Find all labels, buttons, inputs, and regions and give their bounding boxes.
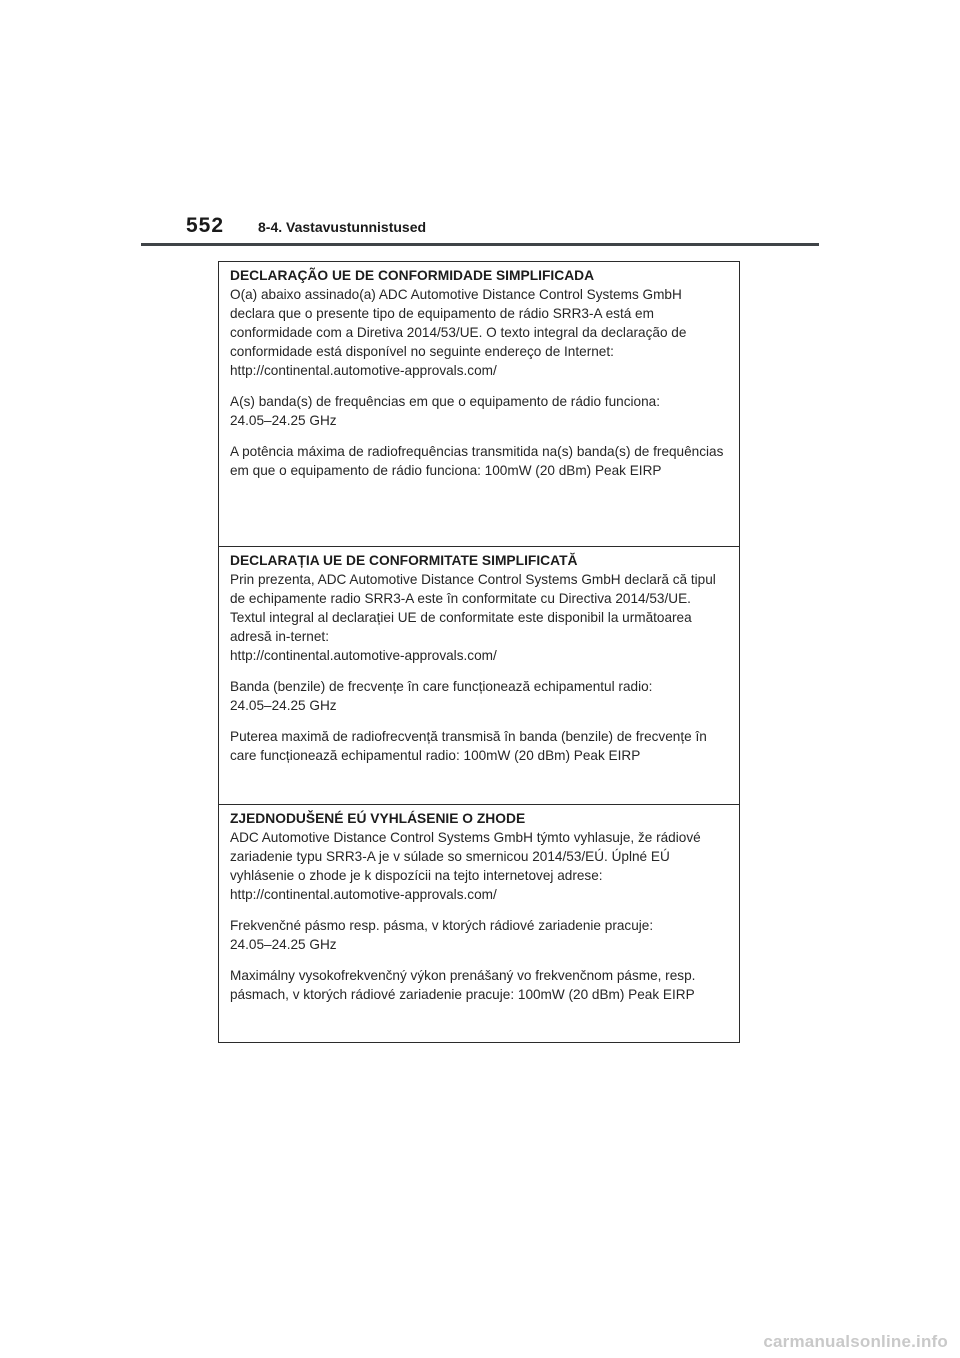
page-number: 552 [186, 214, 225, 237]
declaration-url: http://continental.automotive-approvals.com/ [230, 887, 497, 902]
declaration-statement: Prin prezenta, ADC Automotive Distance Control Systems GmbH declară că tipul de echipamente radio SRR3-A este în conformitate cu Directiva 2014/53/UE. Textul integral al declarației UE de conformitate este disponibil la următoarea adresă in-ternet: [230, 572, 716, 644]
header-divider [141, 243, 819, 246]
declaration-heading: ZJEDNODUŠENÉ EÚ VYHLÁSENIE O ZHODE [230, 811, 526, 826]
paragraph-gap [230, 904, 729, 916]
frequency-band-value: 24.05–24.25 GHz [230, 413, 337, 428]
site-watermark: carmanualsonline.info [763, 1332, 948, 1351]
section-title: 8-4. Vastavustunnistused [258, 219, 427, 235]
max-power-text: Puterea maximă de radiofrecvență transmisă în banda (benzile) de frecvențe în care funcționează echipamentul radio: 100mW (20 dBm) Peak EIRP [230, 729, 707, 763]
declaration-heading: DECLARAȚIA UE DE CONFORMITATE SIMPLIFICATĂ [230, 553, 578, 568]
declaration-statement: O(a) abaixo assinado(a) ADC Automotive Distance Control Systems GmbH declara que o presente tipo de equipamento de rádio SRR3-A está em conformidade com a Diretiva 2014/53/UE. O texto integral da declaração de conformidade está disponível no seguinte endereço de Internet: [230, 287, 687, 359]
declaration-table [218, 261, 740, 1043]
frequency-band-label: A(s) banda(s) de frequências em que o equipamento de rádio funciona: [230, 394, 660, 409]
frequency-band-label: Banda (benzile) de frecvențe în care funcționează echipamentul radio: [230, 679, 653, 694]
frequency-band-value: 24.05–24.25 GHz [230, 937, 337, 952]
declaration-slovak [219, 804, 739, 1042]
max-power-text: Maximálny vysokofrekvenčný výkon prenášaný vo frekvenčnom pásme, resp. pásmach, v ktorých rádiové zariadenie pracuje: 100mW (20 dBm) Peak EIRP [230, 968, 696, 1002]
max-power-text: A potência máxima de radiofrequências transmitida na(s) banda(s) de frequências em que o equipamento de rádio funciona: 100mW (20 dBm) Peak EIRP [230, 444, 724, 478]
declaration-statement: ADC Automotive Distance Control Systems GmbH týmto vyhlasuje, že rádiové zariadenie typu SRR3-A je v súlade so smernicou 2014/53/EÚ. Úplné EÚ vyhlásenie o zhode je k dispozícii na tejto internetovej adrese: [230, 830, 701, 883]
declaration-romanian [219, 546, 739, 804]
declaration-url: http://continental.automotive-approvals.com/ [230, 363, 497, 378]
declaration-heading: DECLARAÇÃO UE DE CONFORMIDADE SIMPLIFICADA [230, 268, 595, 283]
declaration-portuguese [219, 262, 739, 546]
paragraph-gap [230, 380, 729, 392]
paragraph-gap [230, 954, 729, 966]
frequency-band-label: Frekvenčné pásmo resp. pásma, v ktorých rádiové zariadenie pracuje: [230, 918, 654, 933]
frequency-band-value: 24.05–24.25 GHz [230, 698, 337, 713]
paragraph-gap [230, 430, 729, 442]
paragraph-gap [230, 715, 729, 727]
paragraph-gap [230, 665, 729, 677]
declaration-url: http://continental.automotive-approvals.com/ [230, 648, 497, 663]
